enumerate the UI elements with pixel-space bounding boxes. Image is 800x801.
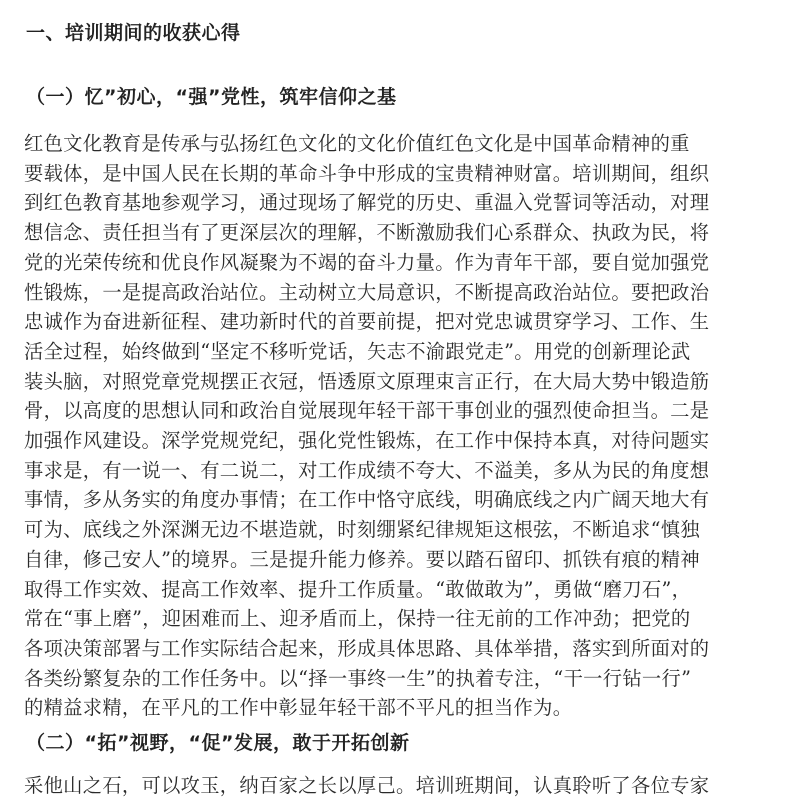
paragraph-1 bbox=[24, 129, 776, 723]
text-line: 到红色教育基地参观学习，通过现场了解党的历史、重温入党誓词等活动，对理 bbox=[24, 191, 710, 215]
text-line: 要载体，是中国人民在长期的革命斗争中形成的宝贵精神财富。培训期间，组织 bbox=[24, 161, 710, 185]
text-line: 的精益求精，在平凡的工作中彰显年轻干部不平凡的担当作为。 bbox=[24, 696, 573, 720]
text-line: 采他山之石，可以攻玉，纳百家之长以厚己。培训班期间，认真聆听了各位专家 bbox=[24, 774, 710, 797]
text-line: 加强作风建设。深学党规党纪，强化党性锻炼，在工作中保持本真，对待问题实 bbox=[24, 429, 710, 453]
text-line: 常在“事上磨”，迎困难而上、迎矛盾而上，保持一往无前的工作冲劲；把党的 bbox=[24, 607, 691, 631]
text-line: 红色文化教育是传承与弘扬红色文化的文化价值红色文化是中国革命精神的重 bbox=[24, 132, 690, 155]
text-line: 各项决策部署与工作实际结合起来，形成具体思路、具体举措，落实到所面对的 bbox=[24, 636, 710, 660]
text-line: 事情，多从务实的角度办事情；在工作中恪守底线，明确底线之内广阔天地大有 bbox=[24, 488, 710, 512]
text-line: 自律，修己安人”的境界。三是提升能力修养。要以踏石留印、抓铁有痕的精神 bbox=[24, 547, 700, 571]
text-line: 装头脑，对照党章党规摆正衣冠，悟透原文原理束言正行，在大局大势中锻造筋 bbox=[24, 369, 710, 393]
subsection-title-1: （一）忆”初心，“强”党性，筑牢信仰之基 bbox=[26, 86, 397, 108]
text-line: 想信念、责任担当有了更深层次的理解，不断激励我们心系群众、执政为民，将 bbox=[24, 221, 710, 245]
text-line: 活全过程，始终做到“坚定不移听党话，矢志不渝跟党走”。用党的创新理论武 bbox=[24, 339, 691, 363]
text-line: 取得工作实效、提高工作效率、提升工作质量。“敢做敢为”，勇做“磨刀石”， bbox=[24, 577, 692, 601]
paragraph-2 bbox=[24, 771, 776, 801]
text-line: 各类纷繁复杂的工作任务中。以“择一事终一生”的执着专注，“干一行钻一行” bbox=[24, 666, 692, 690]
text-line: 事求是，有一说一、有二说二，对工作成绩不夸大、不溢美，多从为民的角度想 bbox=[24, 458, 710, 482]
text-line: 忠诚作为奋进新征程、建功新时代的首要前提，把对党忠诚贯穿学习、工作、生 bbox=[24, 310, 710, 334]
text-line: 党的光荣传统和优良作风凝聚为不竭的奋斗力量。作为青年干部，要自觉加强党 bbox=[24, 250, 710, 274]
subsection-title-2: （二）“拓”视野，“促”发展，敢于开拓创新 bbox=[26, 732, 410, 754]
text-line: 性锻炼，一是提高政治站位。主动树立大局意识，不断提高政治站位。要把政治 bbox=[24, 280, 710, 304]
text-line: 可为、底线之外深渊无边不堪造就，时刻绷紧纪律规矩这根弦，不断追求“慎独 bbox=[24, 518, 700, 542]
text-line: 骨，以高度的思想认同和政治自觉展现年轻干部干事创业的强烈使命担当。二是 bbox=[24, 399, 710, 423]
section-heading: 一、培训期间的收获心得 bbox=[26, 22, 241, 44]
